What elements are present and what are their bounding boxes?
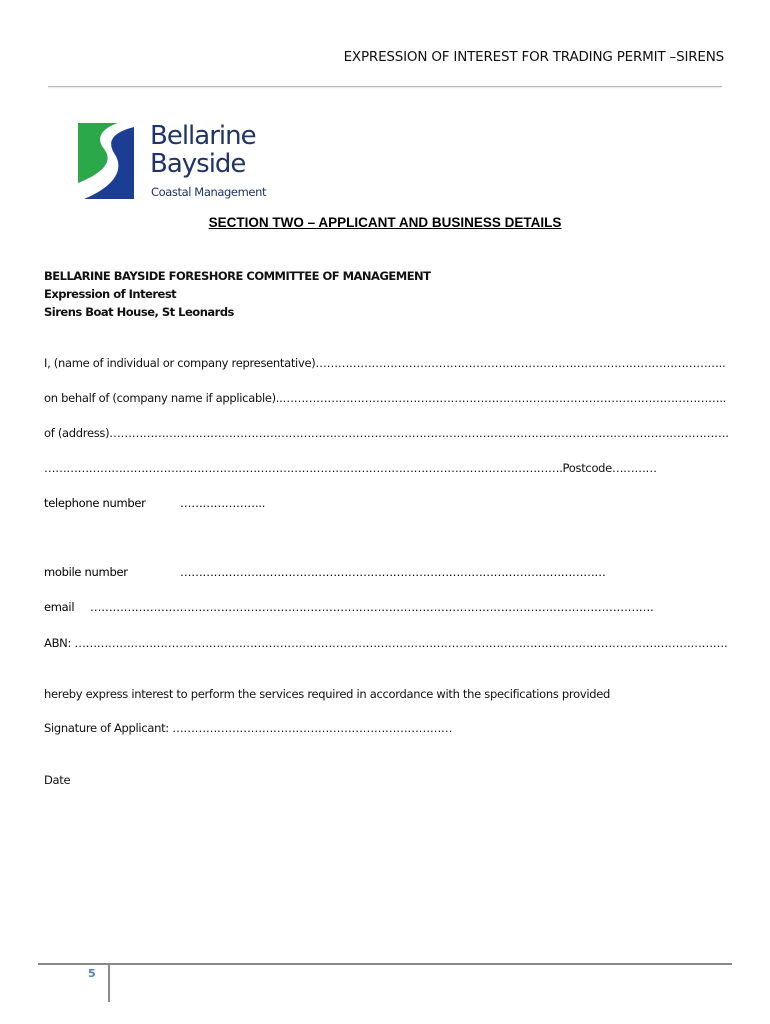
header-divider xyxy=(48,86,722,87)
section-title: SECTION TWO – APPLICANT AND BUSINESS DETAILS xyxy=(208,215,562,230)
mobile-field[interactable]: …………………………………………………………………………………………………… xyxy=(180,565,606,579)
telephone-field[interactable]: ………………….. xyxy=(180,496,266,510)
address-field[interactable]: of (address)…………………………………………………………………………………………………………………………………………………. xyxy=(44,426,729,440)
signature-field[interactable]: Signature of Applicant: ………………………………………………………………… xyxy=(44,721,453,735)
document-header-title: EXPRESSION OF INTEREST FOR TRADING PERMIT –SIRENS xyxy=(343,49,724,65)
company-name-field[interactable]: on behalf of (company name if applicable)..……………………………………………………………………………………………………….. xyxy=(44,391,727,405)
footer-vertical-divider xyxy=(108,965,110,1002)
date-label: Date xyxy=(44,773,71,787)
logo-text-coastal-management: Coastal Management xyxy=(151,185,267,199)
location-name: Sirens Boat House, St Leonards xyxy=(44,305,234,319)
email-field[interactable]: ……………………………………………………………………………………………………………………………………. xyxy=(90,600,654,614)
organization-logo xyxy=(78,123,278,203)
postcode-field[interactable]: ………………………………………………………………………………………………………………………….Postcode………… xyxy=(44,461,657,475)
page-number: 5 xyxy=(88,967,96,980)
logo-text-bellarine: Bellarine xyxy=(150,121,256,151)
telephone-label: telephone number xyxy=(44,496,146,510)
committee-name: BELLARINE BAYSIDE FORESHORE COMMITTEE OF MANAGEMENT xyxy=(44,269,431,283)
mobile-label: mobile number xyxy=(44,565,128,579)
individual-name-field[interactable]: I, (name of individual or company representative)……………………………………………………………………………………………….. xyxy=(44,356,726,370)
footer-divider xyxy=(38,963,732,965)
logo-text-bayside: Bayside xyxy=(150,149,246,179)
expression-heading: Expression of Interest xyxy=(44,287,177,301)
abn-field[interactable]: ABN: …………………………………………………………………………………………………………………………………………………………. xyxy=(44,636,728,650)
declaration-text: hereby express interest to perform the services required in accordance with the specifications provided xyxy=(44,687,611,701)
email-label: email xyxy=(44,600,75,614)
bellarine-bayside-logo-icon xyxy=(78,123,134,199)
